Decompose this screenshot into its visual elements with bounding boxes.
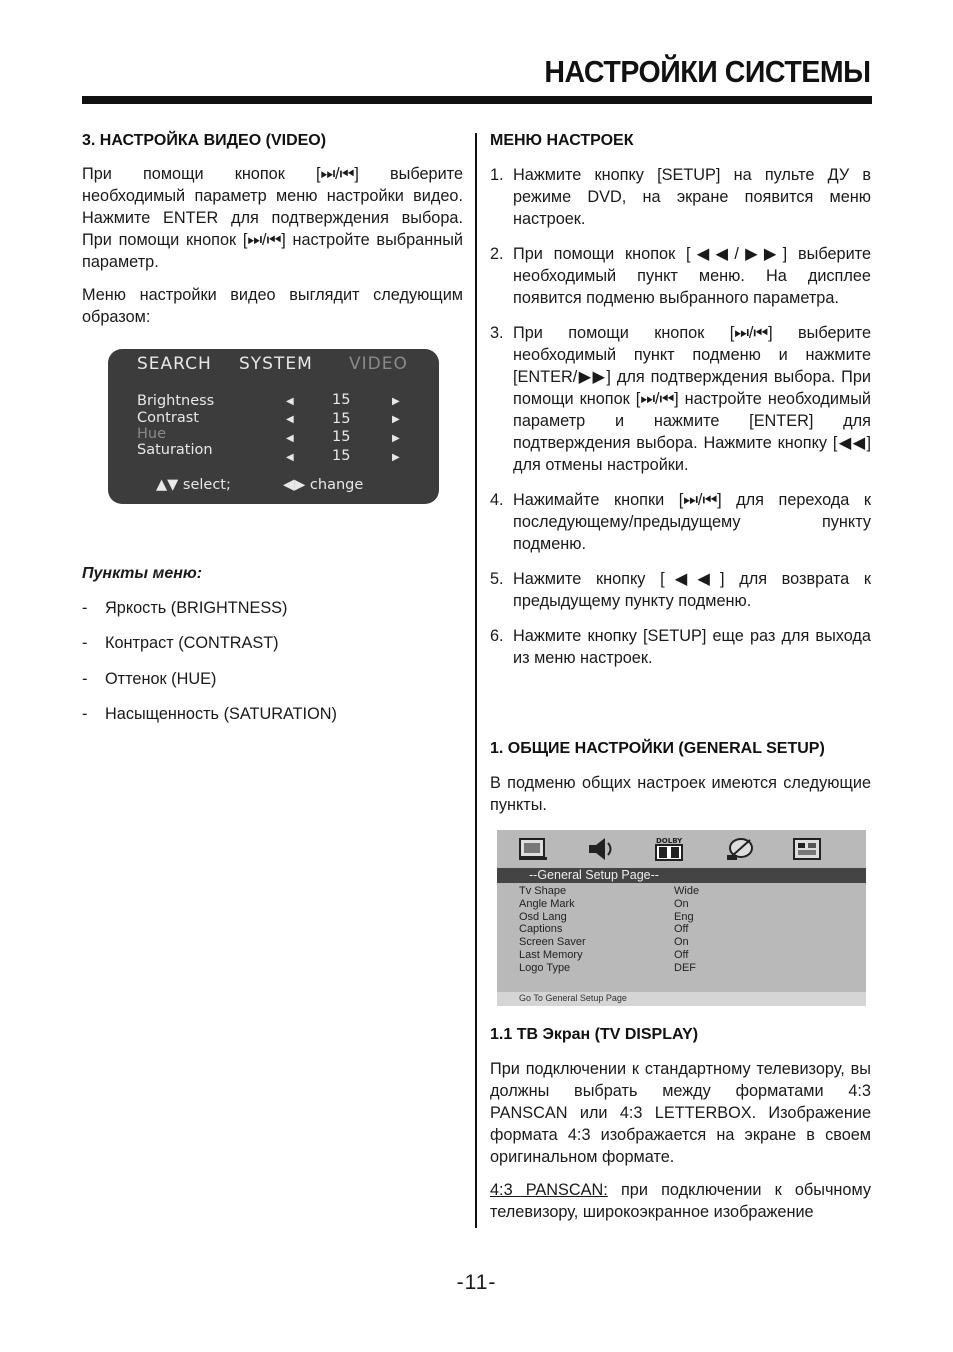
right-arrow-icon: ▶	[392, 452, 400, 463]
menu-row-brightness: Brightness	[137, 393, 215, 409]
list-item: - Яркость (BRIGHTNESS)	[82, 599, 288, 617]
video-section-title: 3. НАСТРОЙКА ВИДЕО (VIDEO)	[82, 132, 327, 149]
tab-system: SYSTEM	[239, 354, 313, 374]
general-setup-page-label: --General Setup Page--	[529, 868, 659, 882]
speaker-icon	[585, 836, 617, 862]
table-row: Screen Saver On	[519, 936, 689, 949]
saturation-value: 15	[332, 448, 351, 464]
list-item: 6. Нажмите кнопку [SETUP] еще раз для выхода из меню настроек.	[490, 627, 871, 667]
tab-search: SEARCH	[137, 354, 212, 374]
dolby-icon	[653, 836, 685, 862]
video-menu-description: Меню настройки видео выглядит следующим образом:	[82, 286, 463, 326]
footer-select-hint: ▲▼ select;	[156, 477, 231, 493]
menu-row-saturation: Saturation	[137, 442, 213, 458]
table-row: Angle Mark On	[519, 897, 689, 910]
menu-row-hue: Hue	[137, 426, 167, 442]
table-row: Tv Shape Wide	[519, 885, 700, 897]
settings-menu-title: МЕНЮ НАСТРОЕК	[490, 132, 634, 149]
menu-row-contrast: Contrast	[137, 410, 199, 426]
title-rule	[82, 96, 872, 104]
dolby-label: DOLBY	[656, 837, 683, 845]
column-divider	[475, 133, 477, 1228]
tv-display-title: 1.1 ТВ Экран (TV DISPLAY)	[490, 1026, 699, 1043]
general-setup-menu	[497, 830, 866, 1006]
general-setup-title: 1. ОБЩИЕ НАСТРОЙКИ (GENERAL SETUP)	[490, 740, 825, 757]
video-intro-paragraph: При помощи кнопок [⏭/⏮] выберите необходимый параметр меню настройки видео. Нажмите ENTER для подтверждения выбора. При помощи кнопок [⏭/⏮] настройте выбранный параметр.	[82, 165, 463, 271]
page-title: НАСТРОЙКИ СИСТЕМЫ	[544, 54, 871, 89]
footer-change-hint: ◀▶ change	[283, 477, 364, 493]
list-item: - Насыщенность (SATURATION)	[82, 705, 337, 723]
list-item: 1. Нажмите кнопку [SETUP] на пульте ДУ в режиме DVD, на экране появится меню настроек.	[490, 166, 871, 228]
right-arrow-icon: ▶	[392, 396, 400, 407]
brightness-value: 15	[332, 392, 351, 408]
table-row: Last Memory Off	[519, 948, 689, 961]
preferences-icon	[791, 836, 823, 862]
table-row: Logo Type DEF	[519, 961, 696, 974]
list-item: - Контраст (CONTRAST)	[82, 634, 279, 652]
list-item: 4. Нажимайте кнопки [⏭/⏮] для перехода к последующему/предыдущему пункту подменю.	[490, 491, 871, 553]
left-arrow-icon: ◀	[286, 396, 294, 407]
general-setup-page-header	[497, 868, 866, 883]
video-setup-menu	[108, 349, 439, 504]
panscan-label: 4:3 PANSCAN:	[490, 1181, 608, 1199]
list-item: 3. При помощи кнопок [⏭/⏮] выберите необходимый пункт подменю и нажмите [ENTER/▶▶] для подтверждения выбора. При помощи кнопок [⏭/⏮] настройте необходимый параметр и нажмите [ENTER] для подтверждения выбора. Нажмите кнопку [◀◀] для отмены настройки.	[490, 324, 871, 474]
list-item: 2. При помощи кнопок [◀◀/▶▶] выберите необходимый пункт меню. На дисплее появится подменю выбранного параметра.	[490, 245, 871, 307]
list-item: 5. Нажмите кнопку [◀◀] для возврата к предыдущему пункту подменю.	[490, 570, 871, 610]
list-item: - Оттенок (HUE)	[82, 670, 217, 688]
general-setup-footer-text: Go To General Setup Page	[519, 993, 627, 1003]
hue-value: 15	[332, 429, 351, 445]
disc-icon	[724, 836, 756, 862]
general-setup-paragraph: В подменю общих настроек имеются следующие пункты.	[490, 774, 871, 814]
contrast-value: 15	[332, 411, 351, 427]
setup-icon-toolbar	[497, 830, 866, 868]
tab-video: VIDEO	[349, 354, 408, 374]
general-setup-table	[519, 885, 700, 975]
table-row: Osd Lang Eng	[519, 910, 694, 923]
general-setup-footer	[497, 992, 866, 1006]
table-row: Captions Off	[519, 923, 689, 936]
menu-items-title: Пункты меню:	[82, 565, 203, 582]
panscan-paragraph	[490, 1179, 871, 1223]
left-arrow-icon: ◀	[286, 433, 294, 444]
page-number: -11-	[456, 1271, 497, 1294]
left-arrow-icon: ◀	[286, 452, 294, 463]
right-arrow-icon: ▶	[392, 433, 400, 444]
setup-steps-list	[490, 164, 871, 682]
tv-monitor-icon	[517, 836, 549, 862]
tv-display-paragraph: При подключении к стандартному телевизору, вы должны выбрать между форматами 4:3 PANSCAN или 4:3 LETTERBOX. Изображение формата 4:3 изображается на экране в своем оригинальном формате.	[490, 1060, 871, 1166]
left-arrow-icon: ◀	[286, 414, 294, 425]
right-arrow-icon: ▶	[392, 414, 400, 425]
panscan-text: при подключении к обычному телевизору, широкоэкранное изображение	[490, 1181, 872, 1221]
